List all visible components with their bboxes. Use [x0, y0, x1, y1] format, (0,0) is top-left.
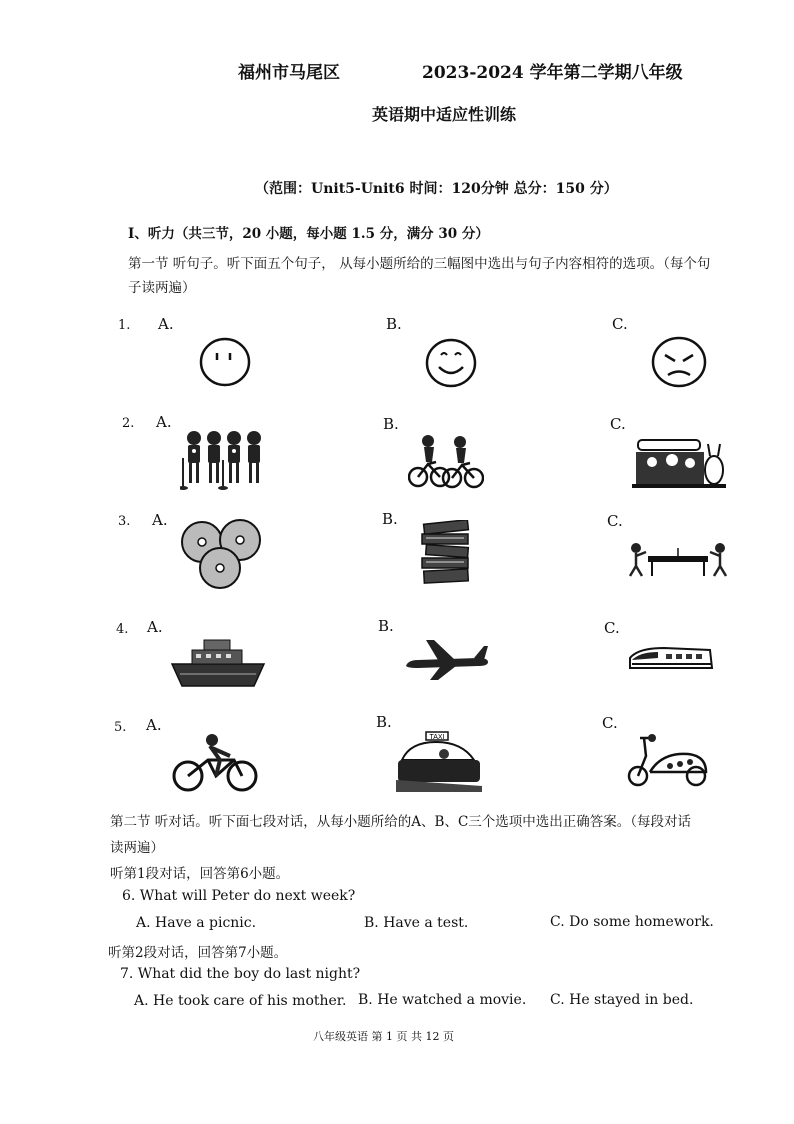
- cycling-kids-icon: [408, 432, 484, 490]
- option-label-a: A.: [147, 618, 163, 636]
- section1-instruction-cont: 子读两遍）: [128, 280, 196, 296]
- option-label-c: C.: [602, 714, 618, 732]
- term-title: 2023-2024 学年第二学期八年级: [422, 63, 683, 83]
- option-label-c: C.: [607, 512, 623, 530]
- question-number: 1.: [118, 318, 131, 333]
- option-label-b: B.: [383, 415, 399, 433]
- face-neutral-icon: [198, 336, 252, 388]
- option-label-b: B.: [386, 315, 402, 333]
- taxi-icon: [396, 730, 482, 792]
- singing-group-icon: [180, 428, 270, 490]
- scooter-icon: [622, 732, 714, 788]
- svg-text:TAXI: TAXI: [429, 734, 445, 741]
- option-label-c: C.: [610, 415, 626, 433]
- question-number: 3.: [118, 514, 131, 529]
- option-label-b: B.: [382, 510, 398, 528]
- cds-icon: [180, 518, 264, 590]
- books-stack-icon: [418, 520, 474, 588]
- listening-heading: Ⅰ、听力（共三节，20 小题，每小题 1.5 分，满分 30 分）: [128, 226, 489, 242]
- option-label-a: A.: [158, 315, 174, 333]
- question-6: 6. What will Peter do next week?: [122, 888, 356, 904]
- dialog-intro-2: 听第2段对话，回答第7小题。: [108, 945, 288, 961]
- option-label-b: B.: [378, 617, 394, 635]
- train-icon: [628, 646, 714, 674]
- option-label-a: A.: [152, 511, 168, 529]
- exam-title: 英语期中适应性训练: [372, 105, 517, 124]
- option-label-b: B.: [376, 713, 392, 731]
- question-number: 5.: [114, 720, 127, 735]
- section2-instruction-cont: 读两遍）: [110, 840, 164, 856]
- option-label-a: A.: [146, 716, 162, 734]
- bicycle-rider-icon: [172, 732, 260, 794]
- puppet-show-icon: [632, 438, 726, 490]
- district-title: 福州市马尾区: [238, 63, 340, 83]
- question-number: 2.: [122, 416, 135, 431]
- question-7-option-b: B. He watched a movie.: [358, 992, 527, 1008]
- section2-instruction: 第二节 听对话。听下面七段对话，从每小题所给的A、B、C三个选项中选出正确答案。（每段对话: [110, 814, 692, 830]
- question-number: 4.: [116, 622, 129, 637]
- section1-instruction: 第一节 听句子。听下面五个句子， 从每小题所给的三幅图中选出与句子内容相符的选项。（每个句: [128, 256, 711, 272]
- option-label-a: A.: [156, 413, 172, 431]
- face-smile-icon: [424, 337, 478, 389]
- option-label-c: C.: [612, 315, 628, 333]
- question-6-option-a: A. Have a picnic.: [136, 915, 257, 931]
- ping-pong-icon: [626, 540, 730, 580]
- exam-scope: （范围：Unit5-Unit6 时间：120分钟 总分：150 分）: [255, 181, 618, 197]
- face-angry-icon: [650, 335, 708, 389]
- question-7: 7. What did the boy do last night?: [120, 966, 361, 982]
- option-label-c: C.: [604, 619, 620, 637]
- dialog-intro-1: 听第1段对话，回答第6小题。: [110, 866, 290, 882]
- question-7-option-a: A. He took care of his mother.: [134, 993, 347, 1009]
- question-6-option-b: B. Have a test.: [364, 915, 469, 931]
- question-7-option-c: C. He stayed in bed.: [550, 992, 694, 1008]
- question-6-option-c: C. Do some homework.: [550, 914, 714, 930]
- airplane-icon: [404, 636, 490, 682]
- ship-icon: [170, 638, 266, 690]
- page-footer: 八年级英语 第 1 页 共 12 页: [313, 1030, 454, 1043]
